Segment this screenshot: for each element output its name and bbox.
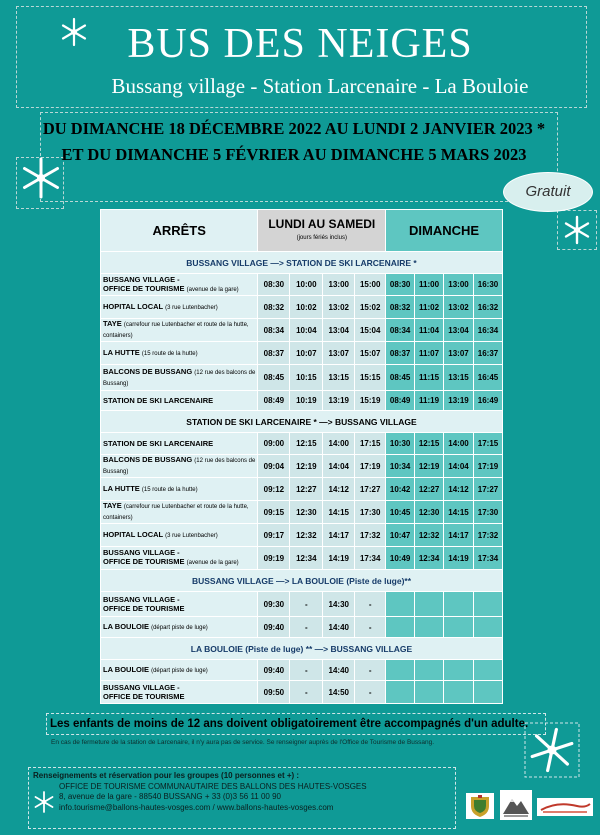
weekday-time-cell: - (290, 681, 323, 704)
sunday-time-cell (473, 592, 502, 617)
sunday-time-cell: 14:17 (444, 524, 474, 547)
table-row (101, 547, 503, 570)
sunday-time-cell (473, 660, 502, 681)
section-title: BUSSANG VILLAGE —> LA BOULOIE (Piste de luge)** (101, 570, 503, 592)
stop-cell (101, 296, 258, 319)
sunday-time-cell (415, 617, 444, 638)
sunday-time-cell: 08:30 (386, 274, 415, 296)
sunday-time-cell: 11:15 (415, 365, 444, 391)
sunday-time-cell: 16:49 (473, 391, 502, 411)
sunday-time-cell (386, 660, 415, 681)
sunday-time-cell: 08:45 (386, 365, 415, 391)
stop-name-line2: OFFICE DE TOURISME (103, 283, 185, 293)
weekday-time-cell: 12:15 (290, 433, 323, 455)
stop-detail: (15 route de la hutte) (141, 486, 198, 493)
weekday-time-cell: 09:50 (258, 681, 290, 704)
weekday-time-cell: 09:15 (258, 501, 290, 524)
weekday-time-cell: 12:27 (290, 478, 323, 501)
sunday-time-cell: 17:19 (473, 455, 502, 478)
table-row (101, 617, 503, 638)
sunday-time-cell: 13:19 (444, 391, 474, 411)
weekday-time-cell: - (355, 617, 386, 638)
table-row (101, 342, 503, 365)
sunday-time-cell: 12:27 (415, 478, 444, 501)
weekday-time-cell: 13:00 (323, 274, 355, 296)
sunday-time-cell: 14:04 (444, 455, 474, 478)
stop-cell (101, 455, 258, 478)
section-title: BUSSANG VILLAGE —> STATION DE SKI LARCENAIRE * (101, 252, 503, 274)
table-row (101, 274, 503, 296)
table-row (101, 296, 503, 319)
contact-box (28, 767, 456, 829)
weekday-time-cell: 12:30 (290, 501, 323, 524)
weekday-time-cell: 10:15 (290, 365, 323, 391)
weekday-time-cell: 14:04 (323, 455, 355, 478)
table-row (101, 524, 503, 547)
sunday-time-cell (386, 592, 415, 617)
weekday-time-cell: 09:00 (258, 433, 290, 455)
weekday-time-cell: - (290, 592, 323, 617)
weekday-time-cell: 15:19 (355, 391, 386, 411)
sunday-time-cell: 10:49 (386, 547, 415, 570)
weekday-time-cell: 10:07 (290, 342, 323, 365)
sunday-time-cell: 13:00 (444, 274, 474, 296)
table-row (101, 592, 503, 617)
stop-name: LA HUTTE (103, 483, 140, 493)
weekday-time-cell: 08:34 (258, 319, 290, 342)
sunday-time-cell (473, 681, 502, 704)
table-row (101, 391, 503, 411)
sunday-time-cell (473, 617, 502, 638)
date-line-1: DU DIMANCHE 18 DÉCEMBRE 2022 AU LUNDI 2 JANVIER 2023 * (42, 119, 546, 138)
stop-cell (101, 681, 258, 704)
sunday-time-cell (444, 592, 474, 617)
sunday-time-cell: 12:34 (415, 547, 444, 570)
tourism-office-logo (537, 798, 593, 816)
weekday-time-cell: 10:19 (290, 391, 323, 411)
weekday-time-cell: 14:40 (323, 617, 355, 638)
stop-name: HOPITAL LOCAL (103, 301, 163, 311)
stop-cell (101, 274, 258, 296)
coat-of-arms-logo (466, 793, 494, 819)
table-row (101, 455, 503, 478)
stop-name: BALCONS DE BUSSANG (103, 455, 193, 464)
sunday-time-cell (415, 660, 444, 681)
table-row (101, 660, 503, 681)
weekday-time-cell: 13:07 (323, 342, 355, 365)
weekday-time-cell: 08:37 (258, 342, 290, 365)
table-row (101, 365, 503, 391)
sunday-time-cell: 11:19 (415, 391, 444, 411)
sunday-time-cell: 17:34 (473, 547, 502, 570)
stop-name: BUSSANG VILLAGE - (103, 548, 180, 557)
stop-cell (101, 524, 258, 547)
stop-cell (101, 319, 258, 342)
header-lundi-note: (jours fériés inclus) (296, 234, 347, 241)
header-lundi-label: LUNDI AU SAMEDI (268, 216, 376, 231)
sunday-time-cell: 16:34 (473, 319, 502, 342)
stop-name: TAYE (103, 501, 122, 510)
weekday-time-cell: 14:19 (323, 547, 355, 570)
sunday-time-cell: 13:02 (444, 296, 474, 319)
weekday-time-cell: 14:30 (323, 592, 355, 617)
table-row (101, 433, 503, 455)
sunday-time-cell (444, 681, 474, 704)
stop-name-line2: OFFICE DE TOURISME (103, 557, 185, 566)
snowflake-icon (561, 214, 593, 246)
stop-detail: (carrefour rue Lutenbacher et route de la hutte, containers) (103, 322, 249, 339)
weekday-time-cell: 09:40 (258, 617, 290, 638)
sunday-time-cell: 10:47 (386, 524, 415, 547)
sunday-time-cell: 14:15 (444, 501, 474, 524)
contact-web[interactable]: info.tourisme@ballons-hautes-vosges.com / www.ballons-hautes-vosges.com (59, 802, 334, 812)
weekday-time-cell: 10:04 (290, 319, 323, 342)
sunday-time-cell: 11:07 (415, 342, 444, 365)
stop-detail: (3 rue Lutenbacher) (165, 532, 218, 539)
sunday-time-cell: 10:42 (386, 478, 415, 501)
table-row (101, 501, 503, 524)
weekday-time-cell: - (290, 660, 323, 681)
weekday-time-cell: - (355, 660, 386, 681)
stop-detail: (12 rue des balcons de Bussang) (103, 458, 256, 475)
weekday-time-cell: 08:49 (258, 391, 290, 411)
sunday-time-cell: 14:19 (444, 547, 474, 570)
section-title-row (101, 252, 503, 274)
stop-cell (101, 478, 258, 501)
weekday-time-cell: 14:00 (323, 433, 355, 455)
sunday-time-cell: 17:30 (473, 501, 502, 524)
section-title: STATION DE SKI LARCENAIRE * —> BUSSANG VILLAGE (101, 411, 503, 433)
weekday-time-cell: 17:30 (355, 501, 386, 524)
table-header-row (101, 210, 503, 252)
sunday-time-cell: 13:04 (444, 319, 474, 342)
stop-detail: (3 rue Lutenbacher) (165, 304, 218, 311)
weekday-time-cell: 09:17 (258, 524, 290, 547)
sunday-time-cell: 17:32 (473, 524, 502, 547)
weekday-time-cell: 15:07 (355, 342, 386, 365)
page-title: BUS DES NEIGES (127, 21, 473, 67)
children-note: Les enfants de moins de 12 ans doivent obligatoirement être accompagnés d'un adulte. (46, 713, 546, 735)
sunday-time-cell: 16:45 (473, 365, 502, 391)
weekday-time-cell: 10:00 (290, 274, 323, 296)
sunday-time-cell: 13:07 (444, 342, 474, 365)
sunday-time-cell (415, 681, 444, 704)
sunday-time-cell: 10:34 (386, 455, 415, 478)
weekday-time-cell: 14:40 (323, 660, 355, 681)
contact-heading: Renseignements et réservation pour les groupes (10 personnes et +) : (33, 771, 300, 780)
weekday-time-cell: 13:19 (323, 391, 355, 411)
weekday-time-cell: 17:15 (355, 433, 386, 455)
sunday-time-cell (386, 681, 415, 704)
stop-detail: (départ piste de luge) (151, 667, 208, 674)
table-row (101, 478, 503, 501)
sunday-time-cell: 08:37 (386, 342, 415, 365)
stop-cell (101, 660, 258, 681)
table-row (101, 319, 503, 342)
weekday-time-cell: 14:15 (323, 501, 355, 524)
stop-name: BUSSANG VILLAGE - (103, 683, 180, 692)
header-arrets: ARRÊTS (101, 210, 258, 252)
header-dimanche: DIMANCHE (386, 210, 503, 252)
weekday-time-cell: 13:15 (323, 365, 355, 391)
weekday-time-cell: 10:02 (290, 296, 323, 319)
sunday-time-cell: 12:32 (415, 524, 444, 547)
sunday-time-cell: 12:15 (415, 433, 444, 455)
weekday-time-cell: 14:50 (323, 681, 355, 704)
sunday-time-cell: 12:19 (415, 455, 444, 478)
schedule-table (100, 209, 503, 704)
free-badge: Gratuit (503, 172, 593, 212)
weekday-time-cell: 15:02 (355, 296, 386, 319)
stop-cell (101, 365, 258, 391)
stop-cell (101, 391, 258, 411)
weekday-time-cell: 09:19 (258, 547, 290, 570)
weekday-time-cell: 13:04 (323, 319, 355, 342)
date-range (16, 118, 572, 166)
sunday-time-cell: 11:04 (415, 319, 444, 342)
weekday-time-cell: 13:02 (323, 296, 355, 319)
stop-cell (101, 547, 258, 570)
sunday-time-cell: 16:32 (473, 296, 502, 319)
section-title-row (101, 638, 503, 660)
mountain-logo (500, 790, 532, 820)
section-title: LA BOULOIE (Piste de luge) ** —> BUSSANG VILLAGE (101, 638, 503, 660)
stop-name: STATION DE SKI LARCENAIRE (103, 396, 214, 405)
sunday-time-cell: 14:12 (444, 478, 474, 501)
weekday-time-cell: 17:27 (355, 478, 386, 501)
stop-detail: (avenue de la gare) (186, 560, 239, 566)
sunday-time-cell: 12:30 (415, 501, 444, 524)
weekday-time-cell: 12:32 (290, 524, 323, 547)
sunday-time-cell: 11:00 (415, 274, 444, 296)
weekday-time-cell: 15:15 (355, 365, 386, 391)
stop-cell (101, 592, 258, 617)
weekday-time-cell: 12:34 (290, 547, 323, 570)
stop-name: LA BOULOIE (103, 621, 149, 631)
sunday-time-cell: 14:00 (444, 433, 474, 455)
weekday-time-cell: 09:30 (258, 592, 290, 617)
stop-name: BALCONS DE BUSSANG (103, 366, 193, 376)
sunday-time-cell: 13:15 (444, 365, 474, 391)
weekday-time-cell: 17:32 (355, 524, 386, 547)
weekday-time-cell: 17:34 (355, 547, 386, 570)
stop-name: BUSSANG VILLAGE - (103, 274, 180, 284)
stop-detail: (15 route de la hutte) (141, 350, 198, 357)
stop-name: HOPITAL LOCAL (103, 529, 163, 539)
sunday-time-cell: 10:45 (386, 501, 415, 524)
weekday-time-cell: - (355, 592, 386, 617)
sunday-time-cell: 08:32 (386, 296, 415, 319)
sunday-time-cell (444, 660, 474, 681)
sunday-time-cell: 17:27 (473, 478, 502, 501)
section-title-row (101, 411, 503, 433)
stop-cell (101, 342, 258, 365)
weekday-time-cell: 14:17 (323, 524, 355, 547)
weekday-time-cell: - (290, 617, 323, 638)
weekday-time-cell: 09:12 (258, 478, 290, 501)
sunday-time-cell: 08:49 (386, 391, 415, 411)
sunday-time-cell: 10:30 (386, 433, 415, 455)
stop-detail: (carrefour rue Lutenbacher et route de la hutte, containers) (103, 504, 249, 521)
weekday-time-cell: 15:04 (355, 319, 386, 342)
sunday-time-cell: 08:34 (386, 319, 415, 342)
weekday-time-cell: 08:45 (258, 365, 290, 391)
weekday-time-cell: 14:12 (323, 478, 355, 501)
date-line-2: ET DU DIMANCHE 5 FÉVRIER AU DIMANCHE 5 MARS 2023 (61, 145, 527, 164)
sunday-time-cell (415, 592, 444, 617)
sunday-time-cell (444, 617, 474, 638)
weekday-time-cell: 12:19 (290, 455, 323, 478)
sunday-time-cell: 16:37 (473, 342, 502, 365)
weekday-time-cell: 08:32 (258, 296, 290, 319)
stop-cell (101, 501, 258, 524)
stop-name: TAYE (103, 319, 122, 328)
weekday-time-cell: 17:19 (355, 455, 386, 478)
weekday-time-cell: 15:00 (355, 274, 386, 296)
contact-address: 8, avenue de la gare - 88540 BUSSANG + 33 (0)3 56 11 00 90 (59, 792, 281, 801)
weekday-time-cell: 09:04 (258, 455, 290, 478)
sunday-time-cell (386, 617, 415, 638)
table-row (101, 681, 503, 704)
stop-name-line2: OFFICE DE TOURISME (103, 604, 185, 613)
section-title-row (101, 570, 503, 592)
sunday-time-cell: 16:30 (473, 274, 502, 296)
stop-name: STATION DE SKI LARCENAIRE (103, 439, 214, 448)
stop-name: BUSSANG VILLAGE - (103, 595, 180, 604)
weekday-time-cell: - (355, 681, 386, 704)
stop-name: LA BOULOIE (103, 664, 149, 674)
stop-cell (101, 433, 258, 455)
closure-note: En cas de fermeture de la station de Larcenaire, il n'y aura pas de service. Se renseigner auprès de l'Office de Tourisme de Bussang. (51, 739, 435, 746)
stop-detail: (12 rue des balcons de Bussang) (103, 369, 256, 387)
stop-name-line2: OFFICE DE TOURISME (103, 692, 185, 701)
header-lundi-samedi (258, 210, 386, 252)
sunday-time-cell: 11:02 (415, 296, 444, 319)
stop-cell (101, 617, 258, 638)
stop-name: LA HUTTE (103, 347, 140, 357)
page-subtitle: Bussang village - Station Larcenaire - La Bouloie (111, 74, 529, 98)
stop-detail: (départ piste de luge) (151, 624, 208, 631)
stop-detail: (avenue de la gare) (186, 286, 239, 293)
sunday-time-cell: 17:15 (473, 433, 502, 455)
weekday-time-cell: 08:30 (258, 274, 290, 296)
contact-org: OFFICE DE TOURISME COMMUNAUTAIRE DES BALLONS DES HAUTES-VOSGES (59, 781, 367, 791)
weekday-time-cell: 09:40 (258, 660, 290, 681)
